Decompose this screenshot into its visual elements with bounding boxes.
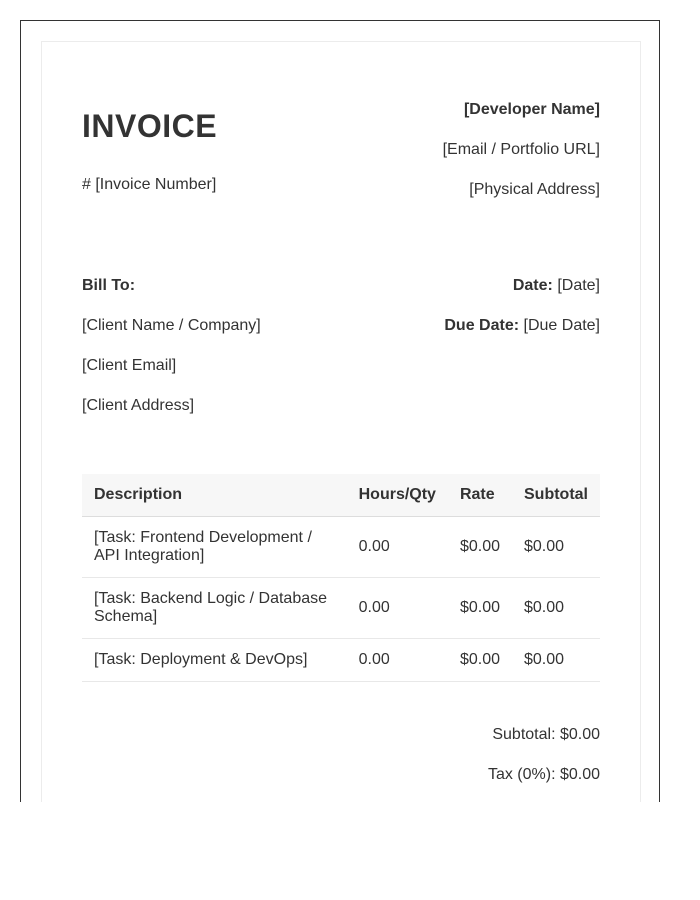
table-row bbox=[82, 516, 600, 577]
line-items-table bbox=[82, 474, 600, 682]
cell-rate: $0.00 bbox=[448, 577, 512, 638]
client-address: [Client Address] bbox=[82, 397, 195, 414]
cell-qty: 0.00 bbox=[347, 516, 448, 577]
cell-description: [Task: Backend Logic / Database Schema] bbox=[82, 577, 347, 638]
cell-description: [Task: Frontend Development / API Integration] bbox=[82, 516, 347, 577]
column-header-hours-qty: Hours/Qty bbox=[347, 474, 448, 516]
subtotal-line: Subtotal: $0.00 bbox=[492, 726, 600, 743]
bill-to-label: Bill To: bbox=[82, 277, 136, 294]
cell-rate: $0.00 bbox=[448, 638, 512, 681]
cell-subtotal: $0.00 bbox=[512, 638, 600, 681]
invoice-date bbox=[513, 277, 600, 295]
table-header-row bbox=[82, 474, 600, 516]
developer-name: [Developer Name] bbox=[463, 101, 600, 118]
client-email: [Client Email] bbox=[82, 357, 177, 374]
cell-subtotal: $0.00 bbox=[512, 577, 600, 638]
date-label: Date: bbox=[512, 277, 553, 294]
column-header-rate: Rate bbox=[448, 474, 512, 516]
developer-address: [Physical Address] bbox=[469, 181, 600, 198]
cell-subtotal: $0.00 bbox=[512, 516, 600, 577]
client-name: [Client Name / Company] bbox=[82, 317, 261, 334]
invoice-due-date bbox=[444, 317, 600, 335]
tax-line: Tax (0%): $0.00 bbox=[487, 766, 600, 783]
cell-rate: $0.00 bbox=[448, 516, 512, 577]
table-row bbox=[82, 638, 600, 681]
column-header-subtotal: Subtotal bbox=[512, 474, 600, 516]
cell-qty: 0.00 bbox=[347, 577, 448, 638]
column-header-description: Description bbox=[82, 474, 347, 516]
invoice-title: INVOICE bbox=[82, 108, 218, 144]
developer-contact: [Email / Portfolio URL] bbox=[442, 141, 600, 158]
due-date-value: [Due Date] bbox=[523, 317, 600, 334]
invoice-number: # [Invoice Number] bbox=[82, 176, 217, 193]
date-value: [Date] bbox=[557, 277, 600, 294]
due-date-label: Due Date: bbox=[444, 317, 520, 334]
table-row bbox=[82, 577, 600, 638]
cell-qty: 0.00 bbox=[347, 638, 448, 681]
cell-description: [Task: Deployment & DevOps] bbox=[82, 638, 347, 681]
